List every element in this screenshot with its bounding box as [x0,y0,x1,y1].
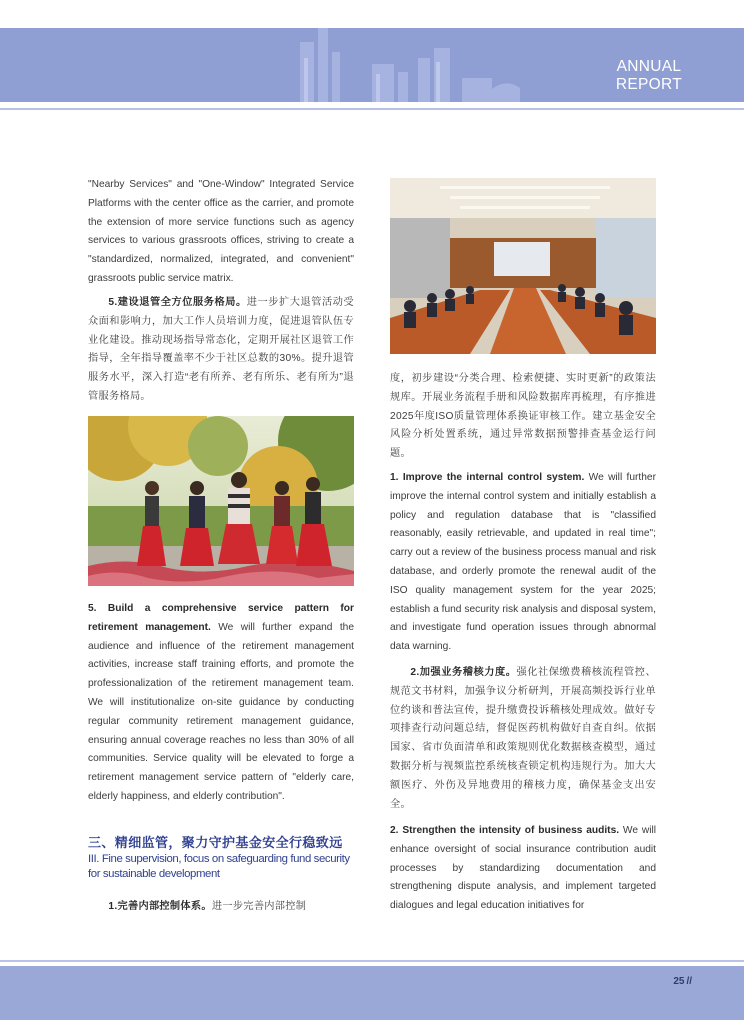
section-3-heading-zh: 三、精细监管，聚力守护基金安全行稳致远 [88,835,343,850]
paragraph-1-en-body: We will further improve the internal control system and initially establish a policy and regulation database that is "classified reasonably, easily retrievable, and updated in real time"; carry out a review of the business process manual and risk database, and orderly promote the renewal audit of the ISO quality management system for the year 2025; establish a fund security risk analysis and disposal system, and investigate fund operation issues through abnormal data warning. [390,472,656,653]
paragraph-2-en-body: We will enhance oversight of social insurance contribution audit processes by standardizing documentation and strengthening dispute analysis, and implement targeted dialogues and legal education initiatives for [390,825,656,912]
meeting-room-photo [390,178,656,354]
paragraph-1-en [390,469,656,657]
paragraph-1-zh-continued: 度，初步建设“分类合理、检索便捷、实时更新”的政策法规库。开展业务流程手册和风险数据库再梳理，有序推进2025年度ISO质量管理体系换证审核工作。建立基金安全风险分析处置系统，通过异常数据预警排查基金运行问题。 [390,373,656,460]
paragraph-5-en [88,600,354,807]
paragraph-1-zh-start [88,898,354,917]
paragraph-5-en-heading: 5. Build a comprehensive service pattern for retirement management. [88,603,354,633]
page-number [673,976,692,987]
header-divider [0,108,744,110]
page-number-slashes: // [686,976,692,987]
paragraph-2-en [390,822,656,916]
paragraph-2-en-heading: 2. Strengthen the intensity of business audits. [390,825,620,836]
footer-band [0,966,744,1020]
intro-paragraph-en: "Nearby Services" and "One-Window" Integrated Service Platforms with the center office as the carrier, and promote the extension of more service functions such as agency services to various grassroots offices, striving to create a "standardized, normalized, integrated, and convenient" grassroots public service matrix. [88,179,354,284]
paragraph-2-zh-heading: 2.加强业务稽核力度。 [410,667,517,678]
paragraph-5-zh-heading: 5.建设退管全方位服务格局。 [108,297,247,308]
paragraph-1-en-heading: 1. Improve the internal control system. [390,472,585,483]
paragraph-2-zh [390,664,656,814]
paragraph-1-zh-body-start: 进一步完善内部控制 [211,901,307,912]
annual-report-title [616,58,682,94]
header-banner [0,28,744,102]
page-number-value: 25 [673,976,685,987]
dancing-elderly-photo [88,416,354,586]
annual-report-title-line1: ANNUAL [616,58,682,75]
paragraph-5-zh [88,294,354,407]
paragraph-5-zh-body: 进一步扩大退管活动受众面和影响力，加大工作人员培训力度，促进退管队伍专业化建设。推动现场指导常态化，定期开展社区退管工作指导，全年指导覆盖率不少于社区总数的30%。提升退管服务水平，深入打造“老有所养、老有所乐、老有所为”退管服务格局。 [88,297,355,402]
paragraph-1-zh-heading: 1.完善内部控制体系。 [108,901,212,912]
section-3-heading-en: III. Fine supervision, focus on safeguarding fund security for sustainable development [88,853,350,880]
paragraph-5-en-body: We will further expand the audience and influence of the retirement management activities, increase staff training efforts, and promote the professionalization of the retirement management team. We will institutionalize on-site guidance by conducting regular community retirement management guidance, ensuring annual coverage reaches no less than 30% of all communities. Service quality will be elevated to forge a retirement management service pattern of "elderly care, elderly happiness, and elderly contribution". [88,621,354,802]
paragraph-2-zh-body: 强化社保缴费稽核流程管控、规范文书材料，加强争议分析研判，开展高频投诉行业单位约谈和普法宣传，提升缴费投诉稽核处理成效。做好专项排查行动问题总结，督促医药机构做好自查自纠。依据国家、省市负面清单和政策规则优化数据核查模型，通过数据分析与视频监控系统核查锁定机构违规行为。加大大额医疗、外伤及异地费用的稽核力度，确保基金支出安全。 [390,667,657,810]
annual-report-title-line2: REPORT [615,76,682,93]
footer-divider [0,960,744,962]
